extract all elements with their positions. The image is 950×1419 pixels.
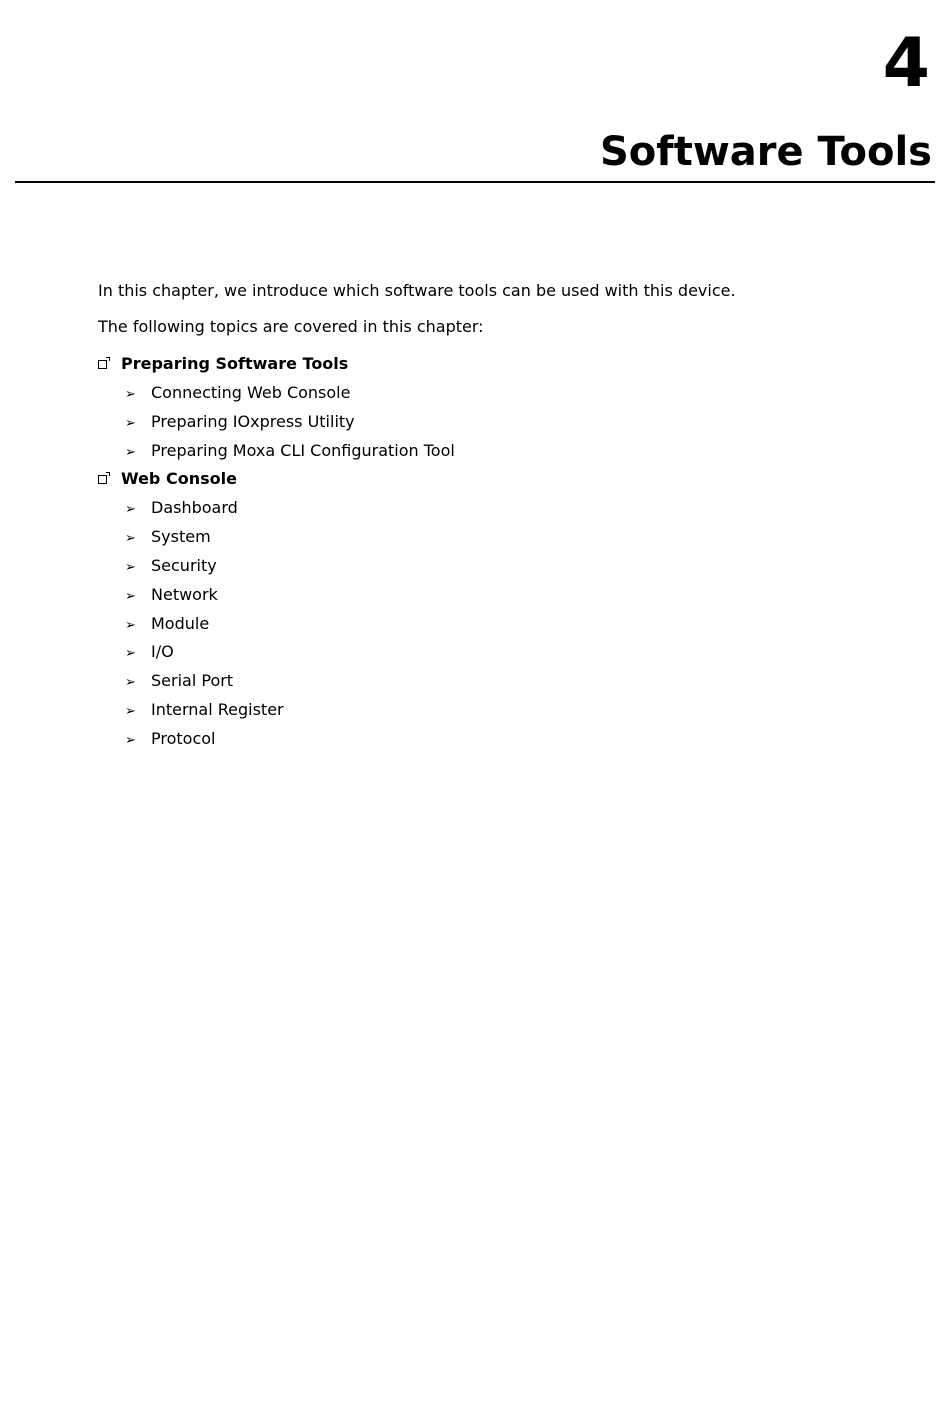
arrow-bullet-icon: ➢ — [125, 704, 136, 719]
list-item — [125, 527, 211, 549]
list-item-label: Dashboard — [151, 498, 238, 517]
arrow-bullet-icon: ➢ — [125, 531, 136, 546]
list-item-label: Connecting Web Console — [151, 383, 351, 402]
section-label: Preparing Software Tools — [121, 354, 349, 373]
arrow-bullet-icon: ➢ — [125, 646, 136, 661]
section-web-console — [98, 469, 237, 489]
arrow-bullet-icon: ➢ — [125, 589, 136, 604]
checkbox-icon — [98, 475, 107, 484]
checkbox-icon — [98, 360, 107, 369]
list-item — [125, 412, 355, 434]
intro-paragraph: In this chapter, we introduce which software tools can be used with this device. — [98, 281, 736, 300]
list-item — [125, 671, 233, 693]
list-item — [125, 585, 218, 607]
list-item-label: Protocol — [151, 729, 216, 748]
chapter-title: Software Tools — [600, 129, 932, 175]
arrow-bullet-icon: ➢ — [125, 502, 136, 517]
list-item — [125, 383, 350, 405]
title-rule — [15, 181, 935, 183]
topics-lead: The following topics are covered in this chapter: — [98, 317, 484, 336]
arrow-bullet-icon: ➢ — [125, 675, 136, 690]
arrow-bullet-icon: ➢ — [125, 618, 136, 633]
list-item — [125, 729, 215, 751]
list-item-label: Security — [151, 556, 217, 575]
list-item-label: Internal Register — [151, 700, 284, 719]
section-preparing-software-tools — [98, 354, 348, 374]
list-item-label: I/O — [151, 642, 174, 661]
arrow-bullet-icon: ➢ — [125, 560, 136, 575]
list-item — [125, 441, 455, 463]
arrow-bullet-icon: ➢ — [125, 416, 136, 431]
section-label: Web Console — [121, 469, 237, 488]
list-item-label: Preparing Moxa CLI Configuration Tool — [151, 441, 455, 460]
list-item — [125, 642, 174, 664]
arrow-bullet-icon: ➢ — [125, 387, 136, 402]
list-item — [125, 498, 238, 520]
list-item — [125, 700, 284, 722]
arrow-bullet-icon: ➢ — [125, 733, 136, 748]
list-item-label: Preparing IOxpress Utility — [151, 412, 355, 431]
chapter-number: 4 — [882, 24, 930, 103]
list-item — [125, 556, 217, 578]
arrow-bullet-icon: ➢ — [125, 445, 136, 460]
list-item-label: Serial Port — [151, 671, 234, 690]
list-item-label: Module — [151, 614, 210, 633]
list-item — [125, 614, 209, 636]
list-item-label: Network — [151, 585, 218, 604]
list-item-label: System — [151, 527, 211, 546]
